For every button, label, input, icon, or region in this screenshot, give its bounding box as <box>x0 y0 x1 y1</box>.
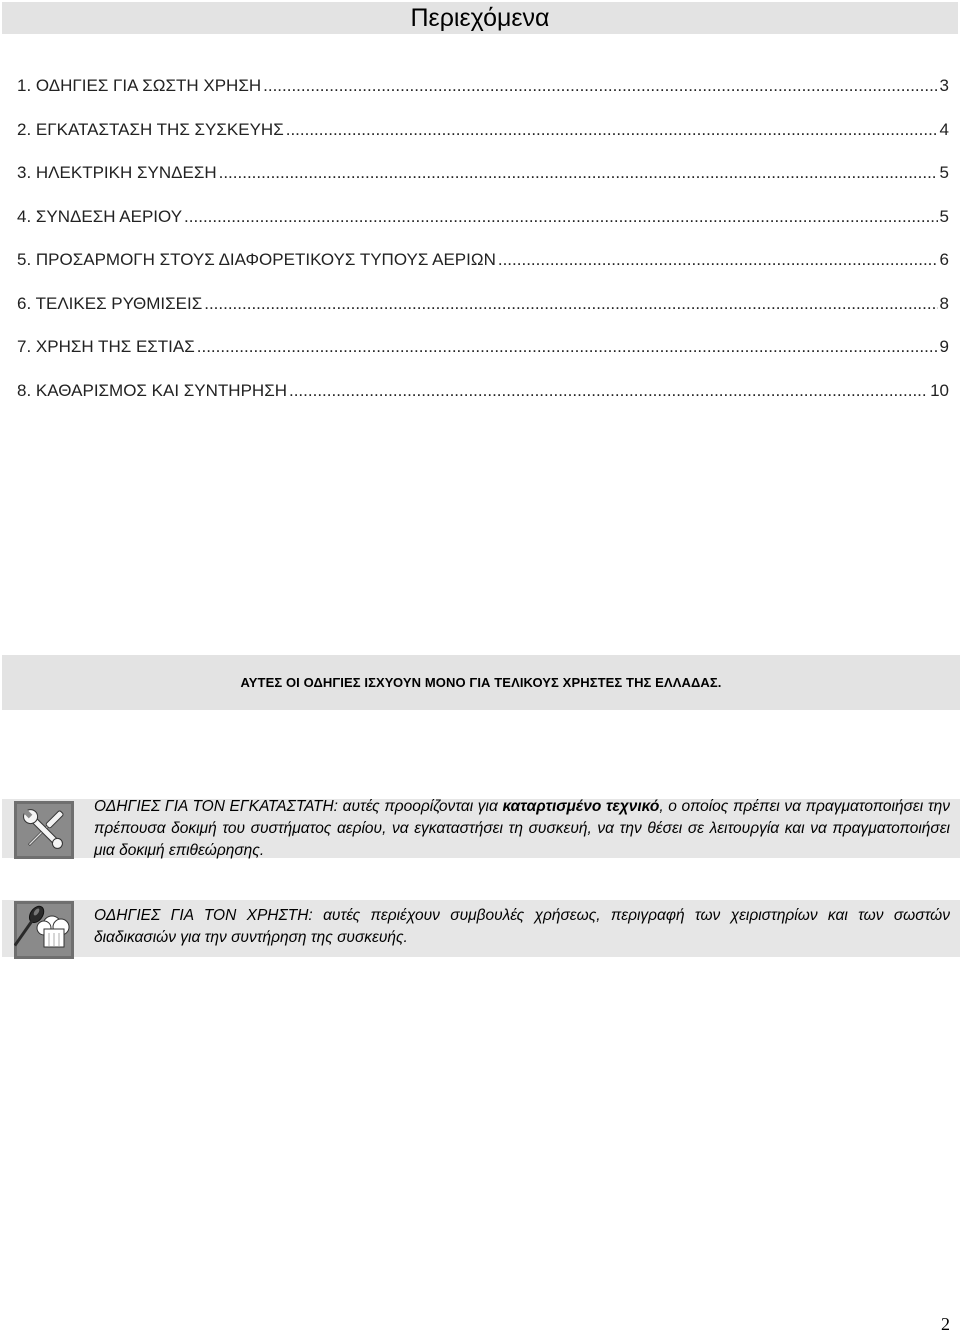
toc-entry-page: 5 <box>939 206 949 226</box>
user-instructions-text: ΟΔΗΓΙΕΣ ΓΙΑ ΤΟΝ ΧΡΗΣΤΗ: αυτές περιέχουν συμβουλές χρήσεως, περιγραφή των χειριστηρίων και των σωστών διαδικασιών για την συντήρηση της συσκευής. <box>94 907 950 946</box>
toc-entry-page: 9 <box>939 337 949 356</box>
toc-entry[interactable] <box>17 250 949 271</box>
toc-entry[interactable] <box>17 120 949 141</box>
toc-entry-label: 6. ΤΕΛΙΚΕΣ ΡΥΘΜΙΣΕΙΣ <box>17 293 203 313</box>
toc-entry[interactable] <box>17 381 949 402</box>
user-instructions-box <box>2 900 960 957</box>
toc-leader-dots <box>498 250 938 270</box>
toc-entry-page: 6 <box>939 250 949 269</box>
installer-text-bold: καταρτισμένο τεχνικό <box>502 798 660 815</box>
toc-leader-dots <box>289 381 928 401</box>
installer-text-rest: , ο οποίος πρέπει να πραγματοποιήσει την πρέπουσα δοκιμή του συστήματος αερίου, να εγκαταστήσει τη συσκευή, να την θέσει σε λειτουργία και να πραγματοποιήσει μια δοκιμή επιθεώρησης. <box>94 798 950 859</box>
toc-entry-page: 3 <box>939 76 949 95</box>
toc-entry[interactable] <box>17 163 949 184</box>
toc-entry-label: 2. ΕΓΚΑΤΑΣΤΑΣΗ ΤΗΣ ΣΥΣΚΕΥΗΣ <box>17 119 284 139</box>
toc-entry-page: 10 <box>930 380 949 400</box>
toc-entry[interactable] <box>17 294 949 315</box>
toc-entry-page: 8 <box>939 293 949 313</box>
toc-entry-page: 4 <box>939 119 949 139</box>
toc-entry-label: 4. ΣΥΝΔΕΣΗ ΑΕΡΙΟΥ <box>17 206 183 226</box>
toc-leader-dots <box>263 76 937 96</box>
toc-entry[interactable] <box>17 207 949 228</box>
spoon-chef-hat-icon <box>14 901 74 959</box>
toc-entry[interactable] <box>17 337 949 358</box>
toc-leader-dots <box>219 163 938 183</box>
title-bar <box>2 2 958 34</box>
toc-leader-dots <box>286 120 938 140</box>
toc-entry-label: 8. ΚΑΘΑΡΙΣΜΟΣ ΚΑΙ ΣΥΝΤΗΡΗΣΗ <box>17 380 287 400</box>
installer-text-lead: ΟΔΗΓΙΕΣ ΓΙΑ ΤΟΝ ΕΓΚΑΤΑΣΤΑΤΗ: αυτές προορίζονται για <box>94 798 503 815</box>
installer-instructions-text <box>94 796 950 862</box>
toc-leader-dots <box>184 207 937 227</box>
wrench-screwdriver-icon <box>14 801 74 859</box>
toc-entry-label: 5. ΠΡΟΣΑΡΜΟΓΗ ΣΤΟΥΣ ΔΙΑΦΟΡΕΤΙΚΟΥΣ ΤΥΠΟΥΣ ΑΕΡΙΩΝ <box>17 250 496 269</box>
page-title: Περιεχόμενα <box>410 4 550 32</box>
toc-entry-label: 3. ΗΛΕΚΤΡΙΚΗ ΣΥΝΔΕΣΗ <box>17 163 217 182</box>
toc-entry-label: 1. ΟΔΗΓΙΕΣ ΓΙΑ ΣΩΣΤΗ ΧΡΗΣΗ <box>17 76 262 95</box>
table-of-contents <box>17 76 949 424</box>
page-number: 2 <box>941 1314 950 1334</box>
greece-only-notice <box>2 655 960 710</box>
toc-entry-page: 5 <box>939 163 949 182</box>
notice-text: ΑΥΤΕΣ ΟΙ ΟΔΗΓΙΕΣ ΙΣΧΥΟΥΝ ΜΟΝΟ ΓΙΑ ΤΕΛΙΚΟΥΣ ΧΡΗΣΤΕΣ ΤΗΣ ΕΛΛΑΔΑΣ. <box>240 675 722 690</box>
toc-leader-dots <box>197 337 938 357</box>
toc-entry[interactable] <box>17 76 949 97</box>
toc-entry-label: 7. ΧΡΗΣΗ ΤΗΣ ΕΣΤΙΑΣ <box>17 337 195 356</box>
toc-leader-dots <box>204 294 937 314</box>
installer-instructions-box <box>2 799 960 858</box>
